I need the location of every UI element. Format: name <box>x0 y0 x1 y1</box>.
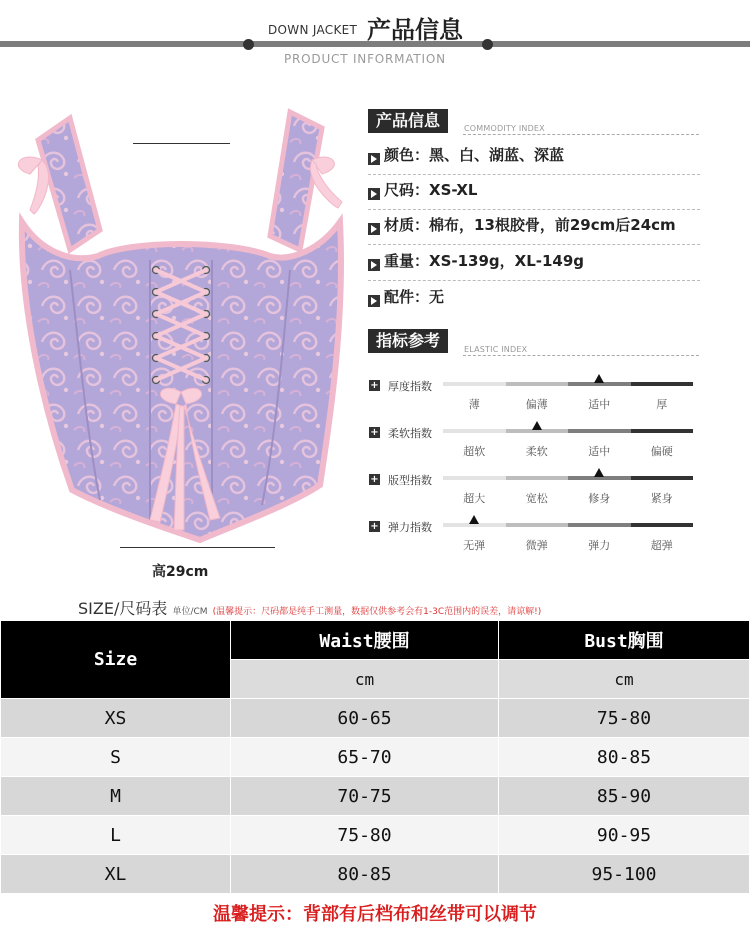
info-row-text: 配件：无 <box>384 288 445 306</box>
bullet-icon <box>368 153 380 165</box>
bullet-icon <box>368 295 380 307</box>
plus-icon: + <box>370 474 379 485</box>
plus-icon: + <box>370 427 379 438</box>
table-row <box>1 855 750 894</box>
bust-cell: 95-100 <box>499 855 750 894</box>
table-row <box>1 777 750 816</box>
scale-tick: 厚 <box>656 398 668 411</box>
scale-marker <box>594 374 604 383</box>
bullet-icon <box>368 259 380 271</box>
bust-cell: 80-85 <box>499 738 750 777</box>
size-cell: XL <box>1 855 231 894</box>
row-divider <box>368 174 700 175</box>
info-row-text: 材质：棉布，13根胶骨，前29cm后24cm <box>384 216 676 234</box>
footer-tip: 温馨提示：背部有后档布和丝带可以调节 <box>213 904 537 925</box>
header-rule-right-dot <box>482 39 493 50</box>
bust-cell: 85-90 <box>499 777 750 816</box>
scale-label: 柔软指数 <box>388 427 432 440</box>
header-title-cn: 产品信息 <box>367 16 463 44</box>
header-subtitle: PRODUCT INFORMATION <box>284 52 446 66</box>
size-table-title <box>78 596 541 619</box>
scale-bar <box>443 429 693 433</box>
scale-tick: 紧身 <box>650 492 673 505</box>
scale-tick: 弹力 <box>588 539 611 552</box>
waist-cell: 70-75 <box>231 777 499 816</box>
bust-header: Bust胸围 <box>499 621 750 660</box>
scale-tick: 修身 <box>588 492 611 505</box>
waist-cell: 80-85 <box>231 855 499 894</box>
size-cell: L <box>1 816 231 855</box>
scale-marker <box>469 515 479 524</box>
size-cell: S <box>1 738 231 777</box>
bust-unit: cm <box>499 660 750 699</box>
scale-tick: 超大 <box>463 492 486 505</box>
scale-tick: 微弹 <box>525 539 548 552</box>
scale-tick: 偏硬 <box>650 445 673 458</box>
bullet-icon <box>368 188 380 200</box>
scale-tick: 柔软 <box>525 445 548 458</box>
scale-tick: 偏薄 <box>525 398 548 411</box>
scale-bar <box>443 523 693 527</box>
elastic-heading-en: ELASTIC INDEX <box>464 345 528 354</box>
row-divider <box>368 244 700 245</box>
plus-icon: + <box>370 380 379 391</box>
size-cell: XS <box>1 699 231 738</box>
page-header <box>0 0 750 80</box>
size-title-text: SIZE/尺码表 <box>78 599 168 618</box>
scale-elasticity <box>368 518 698 558</box>
dimension-line-bottom <box>120 547 275 548</box>
scale-tick: 适中 <box>588 445 611 458</box>
info-row-accessories <box>368 286 700 312</box>
info-row-color <box>368 144 700 170</box>
scale-label: 版型指数 <box>388 474 432 487</box>
info-row-text: 颜色：黑、白、湖蓝、深蓝 <box>384 146 565 164</box>
scale-label: 厚度指数 <box>388 380 432 393</box>
commodity-heading-en: COMMODITY INDEX <box>464 124 545 133</box>
row-divider <box>368 209 700 210</box>
scale-label: 弹力指数 <box>388 521 432 534</box>
waist-cell: 60-65 <box>231 699 499 738</box>
waist-cell: 65-70 <box>231 738 499 777</box>
scale-fit <box>368 471 698 511</box>
size-cell: M <box>1 777 231 816</box>
info-row-size <box>368 179 700 205</box>
scale-tick: 宽松 <box>525 492 548 505</box>
info-row-material <box>368 214 700 240</box>
scale-tick: 适中 <box>588 398 611 411</box>
bust-cell: 75-80 <box>499 699 750 738</box>
size-header: Size <box>1 621 231 699</box>
scale-tick: 超弹 <box>650 539 673 552</box>
scale-bar <box>443 382 693 386</box>
bust-cell: 90-95 <box>499 816 750 855</box>
info-row-weight <box>368 250 700 276</box>
commodity-heading-rule <box>463 134 699 135</box>
elastic-heading: 指标参考 <box>368 329 448 353</box>
scale-marker <box>594 468 604 477</box>
table-row <box>1 699 750 738</box>
commodity-heading: 产品信息 <box>368 109 448 133</box>
waist-unit: cm <box>231 660 499 699</box>
waist-cell: 75-80 <box>231 816 499 855</box>
scale-tick: 超软 <box>463 445 486 458</box>
scale-bar <box>443 476 693 480</box>
header-title-en: DOWN JACKET <box>268 23 358 37</box>
scale-softness <box>368 424 698 464</box>
header-rule-left-dot <box>243 39 254 50</box>
product-image <box>0 100 350 590</box>
scale-tick: 无弹 <box>463 539 486 552</box>
size-table <box>0 620 750 894</box>
elastic-heading-rule <box>463 355 699 356</box>
info-row-text: 重量：XS-139g，XL-149g <box>384 252 585 270</box>
table-row <box>1 738 750 777</box>
plus-icon: + <box>370 521 379 532</box>
table-row <box>1 816 750 855</box>
scale-marker <box>532 421 542 430</box>
size-note: (温馨提示：尺码都是纯手工测量，数据仅供参考会有1-3C范围内的误差，请谅解!) <box>212 607 542 617</box>
row-divider <box>368 280 700 281</box>
info-row-text: 尺码：XS-XL <box>384 181 478 199</box>
scale-thickness <box>368 377 698 417</box>
bullet-icon <box>368 223 380 235</box>
waist-header: Waist腰围 <box>231 621 499 660</box>
size-unit: 单位/CM <box>172 607 208 617</box>
dimension-line-top <box>133 143 230 144</box>
scale-tick: 薄 <box>468 398 480 411</box>
height-label: 高29cm <box>152 564 209 580</box>
